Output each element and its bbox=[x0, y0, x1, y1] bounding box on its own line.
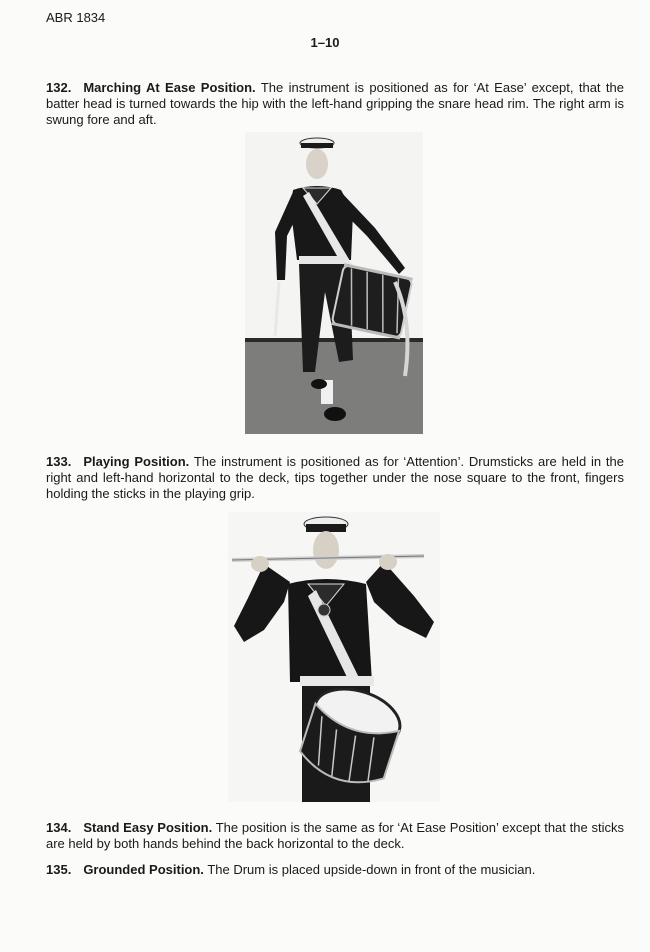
photo-playing-position bbox=[228, 512, 440, 802]
photo-marching-at-ease bbox=[245, 132, 423, 434]
paragraph-heading: Playing Position. bbox=[83, 454, 190, 469]
paragraph-132 bbox=[46, 80, 624, 128]
paragraph-number: 134. bbox=[46, 820, 72, 835]
paragraph-text: The Drum is placed upside-down in front of the musician. bbox=[207, 862, 536, 877]
paragraph-135 bbox=[46, 862, 624, 878]
page-number: 1–10 bbox=[310, 35, 340, 50]
paragraph-number: 132. bbox=[46, 80, 72, 95]
paragraph-heading: Stand Easy Position. bbox=[83, 820, 213, 835]
paragraph-text: The instrument is positioned as for ‘At Ease’ except, that the batter head is turned towards the hip with the left-hand gripping the snare head rim. The right arm is swung fore and aft. bbox=[46, 80, 624, 127]
paragraph-heading: Marching At Ease Position. bbox=[83, 80, 256, 95]
paragraph-text: The instrument is positioned as for ‘Attention’. Drumsticks are held in the right and left-hand horizontal to the deck, tips together under the nose square to the front, fingers holding the sticks in the playing grip. bbox=[46, 454, 624, 501]
paragraph-number: 133. bbox=[46, 454, 72, 469]
document-reference: ABR 1834 bbox=[46, 10, 106, 25]
paragraph-heading: Grounded Position. bbox=[83, 862, 204, 877]
paragraph-133 bbox=[46, 454, 624, 502]
paragraph-text: The position is the same as for ‘At Ease Position’ except that the sticks are held by both hands behind the back horizontal to the deck. bbox=[46, 820, 624, 851]
paragraph-134 bbox=[46, 820, 624, 852]
paragraph-number: 135. bbox=[46, 862, 72, 877]
